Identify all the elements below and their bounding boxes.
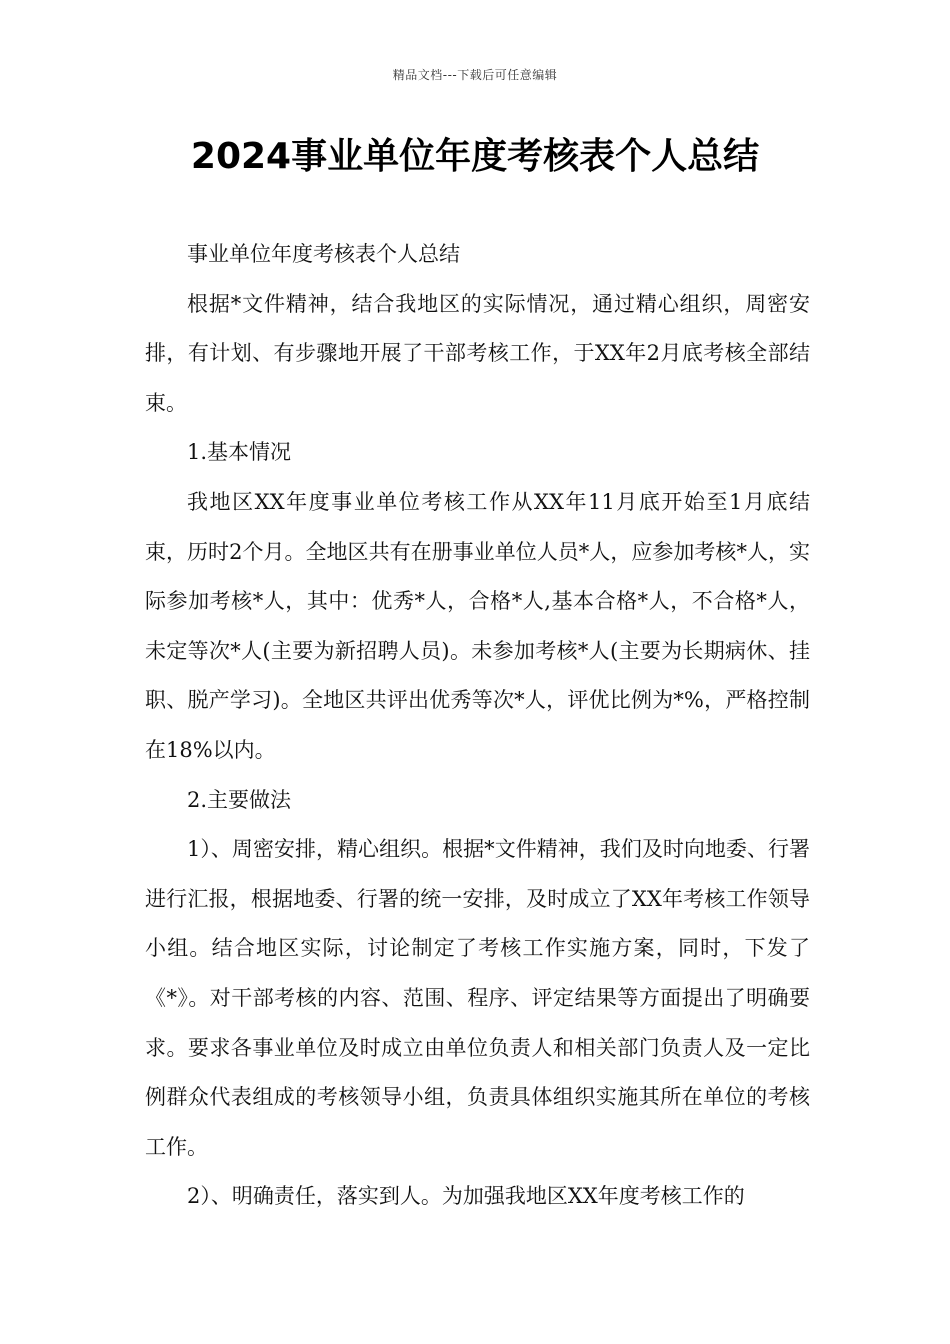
section-heading-basic: 1.基本情况 [187,440,292,465]
document-title: 2024事业单位年度考核表个人总结 [190,136,760,177]
header-note: 精品文档---下载后可任意编辑 [392,68,558,82]
paragraph-basic-situation: 我地区XX年度事业单位考核工作从XX年11月底开始至1月底结束，历时2个月。全地区共有在册事业单位人员*人，应参加考核*人，实际参加考核*人，其中：优秀*人，合格*人,基本合格*人，不合格*人，未定等次*人(主要为新招聘人员)。未参加考核*人(主要为长期病休、挂职、脱产学习)。全地区共评出优秀等次*人，评优比例为*%，严格控制在18%以内。 [145,489,810,762]
paragraph-subtitle: 事业单位年度考核表个人总结 [187,242,460,266]
section-heading-methods: 2.主要做法 [187,787,292,812]
paragraph-method-1: 1）、周密安排，精心组织。根据*文件精神，我们及时向地委、行署进行汇报，根据地委、行署的统一安排，及时成立了XX年考核工作领导小组。结合地区实际，讨论制定了考核工作实施方案，同时，下发了《*》。对干部考核的内容、范围、程序、评定结果等方面提出了明确要求。要求各事业单位及时成立由单位负责人和相关部门负责人及一定比例群众代表组成的考核领导小组，负责具体组织实施其所在单位的考核工作。 [145,837,810,1159]
document-body [145,230,810,1222]
paragraph-intro: 根据*文件精神，结合我地区的实际情况，通过精心组织，周密安排，有计划、有步骤地开展了干部考核工作，于XX年2月底考核全部结束。 [145,291,810,415]
paragraph-method-2: 2）、明确责任，落实到人。为加强我地区XX年度考核工作的 [187,1184,745,1209]
